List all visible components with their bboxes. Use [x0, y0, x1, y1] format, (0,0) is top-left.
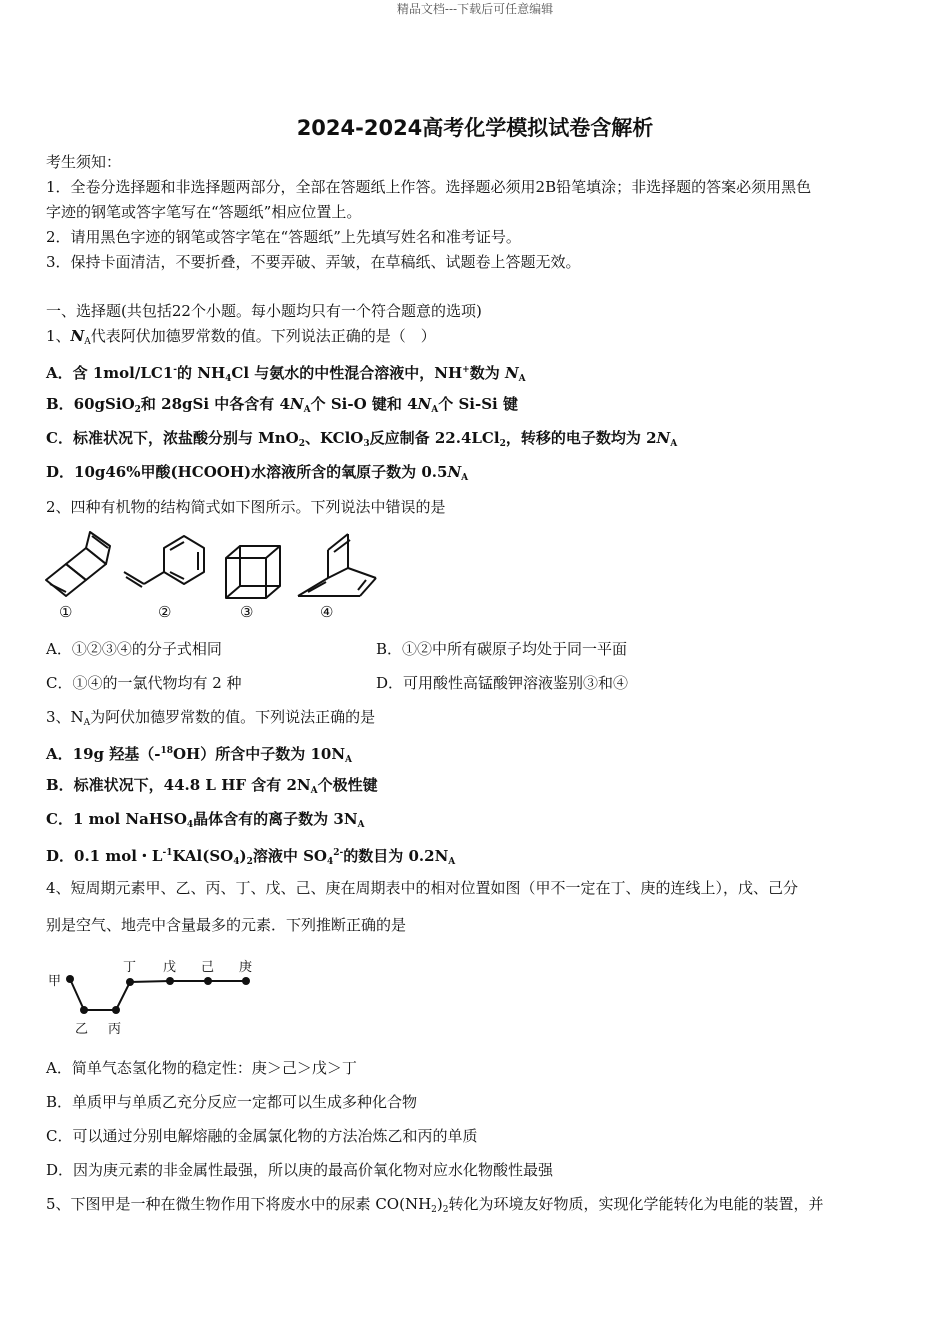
page-title: 2024-2024高考化学模拟试卷含解析 [296, 116, 654, 140]
label-wu: 戊 [163, 960, 177, 975]
label-yi: 乙 [75, 1022, 89, 1037]
q1-option-d[interactable]: D．10g46%甲酸(HCOOH)水溶液所含的氧原子数为 $0.5N_A$ [46, 463, 469, 483]
node-bing [112, 1006, 120, 1014]
structure-2 [124, 536, 204, 587]
node-ji [204, 977, 212, 985]
notice-item-3: 3．保持卡面清洁，不要折叠，不要弄破、弄皱，在草稿纸、试题卷上答题无效。 [46, 253, 581, 271]
label-bing: 丙 [108, 1022, 122, 1037]
q4-option-a[interactable]: A．简单气态氢化物的稳定性：庚＞己＞戊＞丁 [46, 1059, 357, 1077]
node-jia [66, 975, 74, 983]
label-ding: 丁 [123, 960, 137, 975]
structure-1 [46, 532, 110, 596]
q1-option-b[interactable]: B．60gSiO$_2$和 28gSi 中各含有 $4N_A$个 Si-O 键和 $4N_A$个 Si-Si 键 [46, 395, 518, 415]
q4-option-b[interactable]: B．单质甲与单质乙充分反应一定都可以生成多种化合物 [46, 1093, 418, 1111]
notice-item-2: 2．请用黑色字迹的钢笔或答字笔在“答题纸”上先填写姓名和准考证号。 [46, 228, 521, 246]
q2-stem: 2、四种有机物的结构简式如下图所示。下列说法中错误的是 [46, 498, 446, 516]
q2-structures-figure [40, 528, 390, 628]
label-ji: 己 [201, 960, 215, 975]
structure-4-label: ④ [320, 603, 334, 621]
structure-3-label: ③ [240, 603, 254, 621]
q3-option-a[interactable]: A．19g 羟基（-$^{18}$OH）所含中子数为 $10N_A$ [46, 745, 353, 765]
q4-option-d[interactable]: D．因为庚元素的非金属性最强，所以庚的最高价氧化物对应水化物酸性最强 [46, 1161, 554, 1179]
q1-option-c[interactable]: C．标准状况下，浓盐酸分别与 MnO$_2$、KClO$_3$反应制备 22.4LCl$_2$，转移的电子数均为 $2N_A$ [46, 429, 678, 449]
structure-4 [298, 534, 376, 596]
q1-stem: 1、$N_A$代表阿伏加德罗常数的值。下列说法正确的是（ ） [46, 327, 436, 347]
q4-option-c[interactable]: C．可以通过分别电解熔融的金属氯化物的方法冶炼乙和丙的单质 [46, 1127, 478, 1145]
q4-stem-line2: 别是空气、地壳中含量最多的元素．下列推断正确的是 [46, 916, 407, 934]
q4-element-position-figure [40, 955, 270, 1040]
q1-option-a[interactable]: A．含 1mol/LC1-的 $NH_4Cl$ 与氨水的中性混合溶液中，NH+数为 $N_A$ [46, 364, 526, 384]
q4-stem-line1: 4、短周期元素甲、乙、丙、丁、戊、己、庚在周期表中的相对位置如图（甲不一定在丁、庚的连线上），戊、己分 [46, 879, 799, 897]
structure-3 [226, 546, 280, 598]
page-header: 精品文档---下载后可任意编辑 [396, 2, 554, 16]
q2-option-c[interactable]: C．①④的一氯代物均有 2 种 [46, 674, 242, 692]
q3-stem: 3、$N_A$为阿伏加德罗常数的值。下列说法正确的是 [46, 708, 376, 728]
label-geng: 庚 [239, 960, 253, 975]
q3-option-d[interactable]: D．0.1 mol・$L^{-1}KAl(SO_4)_2$溶液中 $SO_4^{2-}$的数目为 $0.2N_A$ [46, 847, 456, 867]
q3-option-c[interactable]: C．1 mol NaHSO$_4$晶体含有的离子数为 $3N_A$ [46, 810, 365, 830]
q2-option-a[interactable]: A．①②③④的分子式相同 [46, 640, 222, 658]
notice-item-1a: 1．全卷分选择题和非选择题两部分，全部在答题纸上作答。选择题必须用2B铅笔填涂；非选择题的答案必须用黑色 [46, 178, 812, 196]
node-wu [166, 977, 174, 985]
notice-item-1b: 字迹的钢笔或答字笔写在“答题纸”相应位置上。 [46, 203, 362, 221]
q2-option-b[interactable]: B．①②中所有碳原子均处于同一平面 [376, 640, 628, 658]
node-geng [242, 977, 250, 985]
structure-1-label: ① [59, 603, 73, 621]
notice-heading: 考生须知： [46, 153, 122, 171]
node-ding [126, 978, 134, 986]
q2-option-d[interactable]: D．可用酸性高锰酸钾溶液鉴别③和④ [376, 674, 629, 692]
node-yi [80, 1006, 88, 1014]
section-heading: 一、选择题(共包括22个小题。每小题均只有一个符合题意的选项) [46, 302, 482, 320]
label-jia: 甲 [48, 974, 62, 989]
q3-option-b[interactable]: B．标准状况下，44.8 L HF 含有 $2N_A$个极性键 [46, 776, 378, 796]
structure-2-label: ② [158, 603, 172, 621]
q5-stem: 5、下图甲是一种在微生物作用下将废水中的尿素 $CO(NH_2)_2$转化为环境友好物质，实现化学能转化为电能的装置，并 [46, 1195, 824, 1215]
